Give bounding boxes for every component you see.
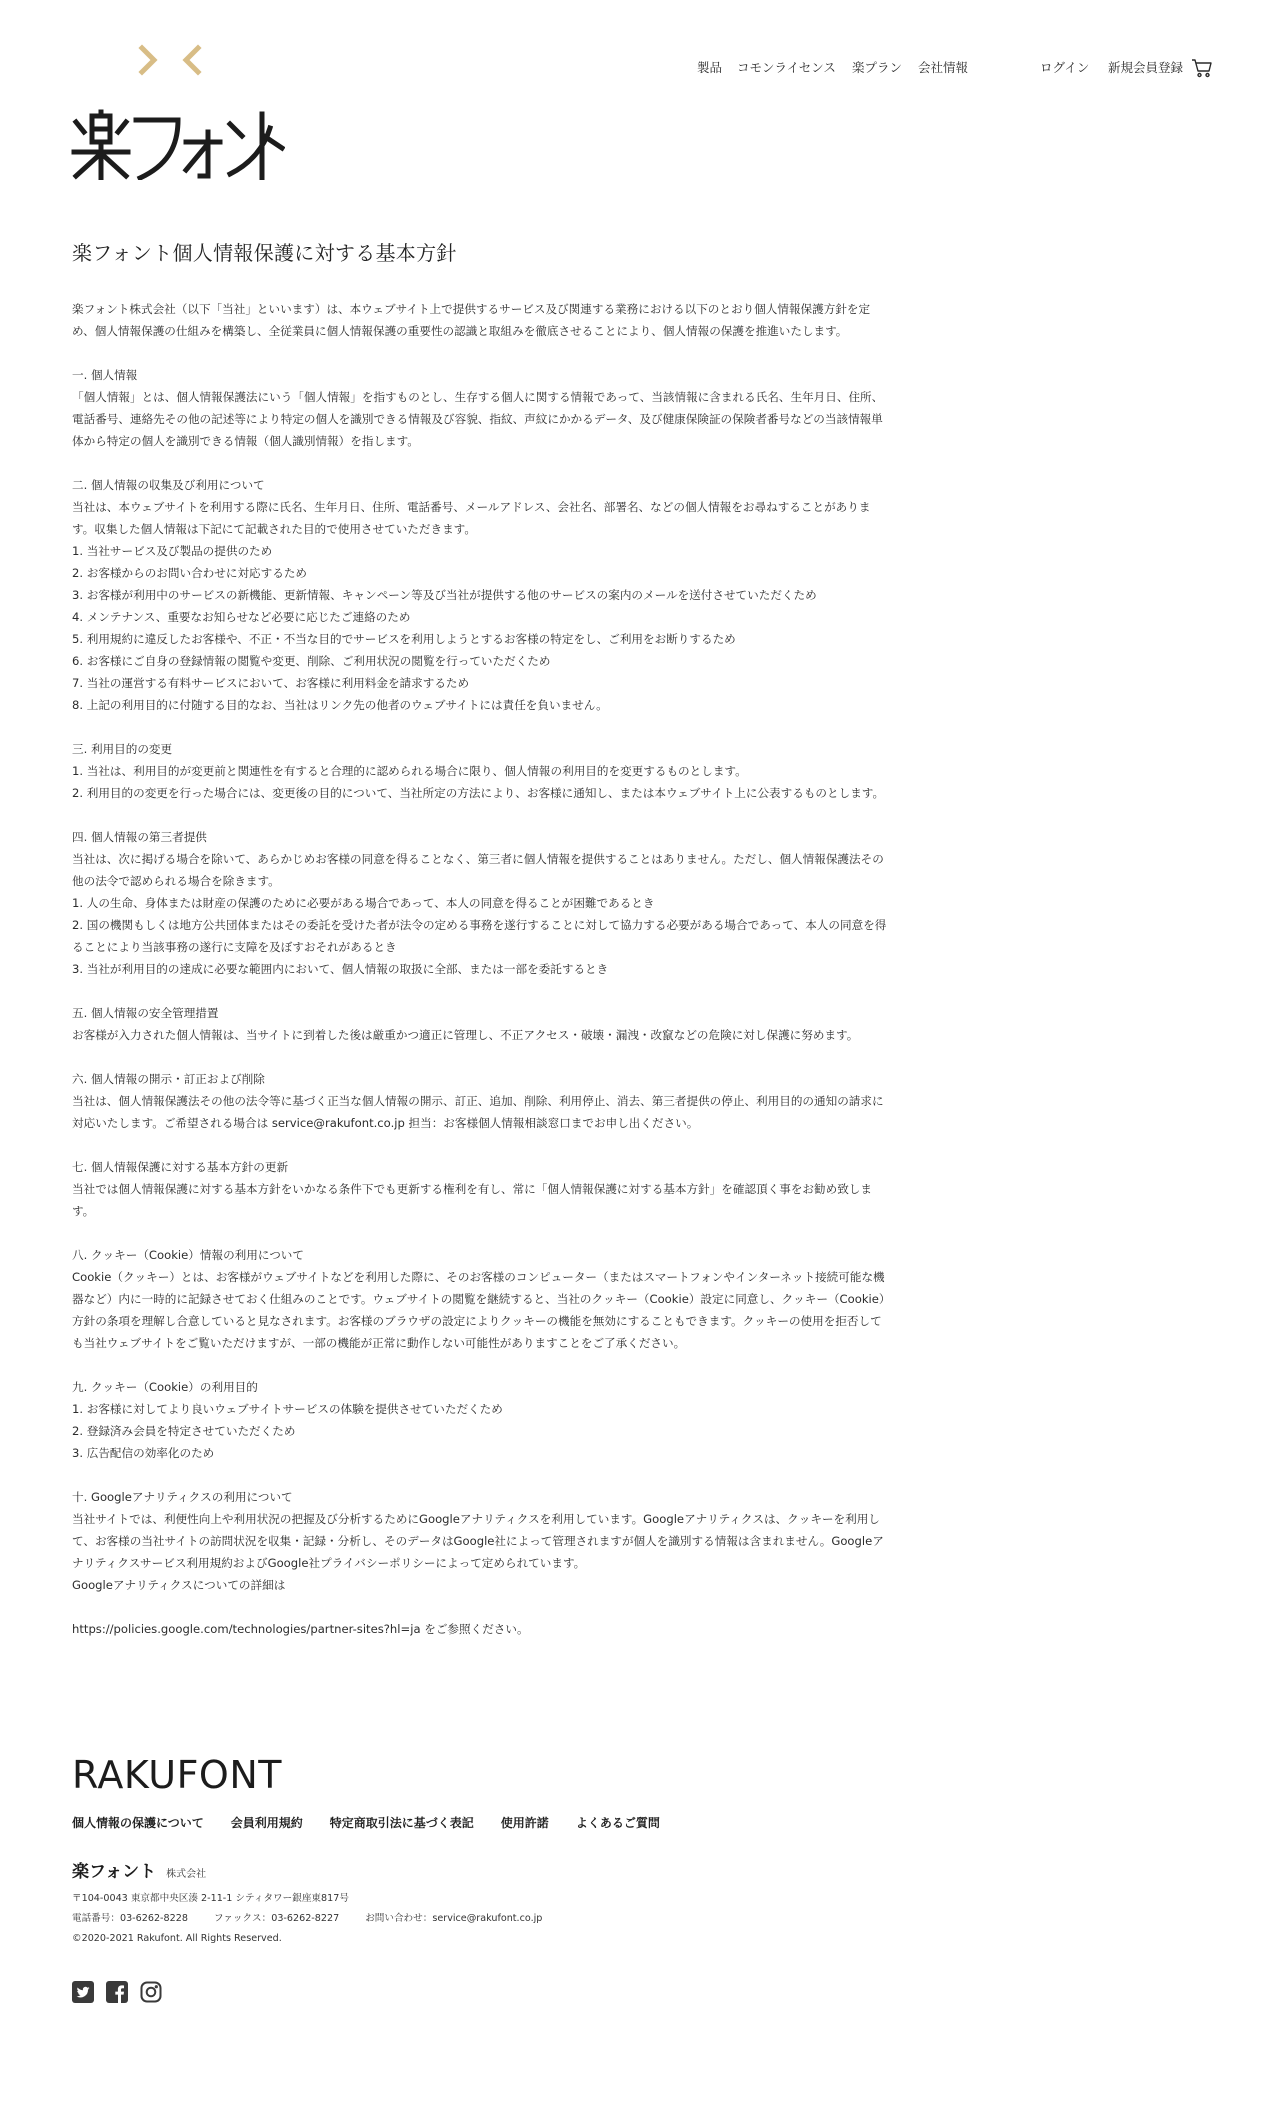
policy-section	[72, 738, 922, 804]
section-body	[72, 496, 922, 716]
footer-brand-logo[interactable]: RAKUFONT	[72, 1753, 282, 1797]
section-line: 方針の条項を理解し合意していると見なされます。お客様のブラウザの設定によりクッキーの機能を無効にすることもできます。クッキーの使用を拒否して	[72, 1314, 882, 1328]
intro-paragraph	[72, 298, 922, 342]
section-line: 1. 当社は、利用目的が変更前と関連性を有すると合理的に認められる場合に限り、個人情報の利用目的を変更するものとします。	[72, 764, 747, 778]
company-suffix: 株式会社	[166, 1869, 207, 1880]
nav-item-raku-plan[interactable]: 楽プラン	[852, 60, 903, 75]
section-line: 3. お客様が利用中のサービスの新機能、更新情報、キャンペーン等及び当社が提供する他のサービスの案内のメールを送付させていただくため	[72, 588, 817, 602]
section-heading: 九. クッキー（Cookie）の利用目的	[72, 1380, 258, 1394]
section-line: 6. お客様にご自身の登録情報の閲覧や変更、削除、ご利用状況の閲覧を行っていただくため	[72, 654, 551, 668]
section-line: 当社は、本ウェブサイトを利用する際に氏名、生年月日、住所、電話番号、メールアドレス、会社名、部署名、などの個人情報をお尋ねすることがありま	[72, 500, 871, 514]
section-heading: 五. 個人情報の安全管理措置	[72, 1006, 219, 1020]
section-line: 1. 当社サービス及び製品の提供のため	[72, 544, 273, 558]
section-line: 2. 利用目的の変更を行った場合には、変更後の目的について、当社所定の方法により、お客様に通知し、または本ウェブサイト上に公表するものとします。	[72, 786, 885, 800]
section-line: 1. お客様に対してより良いウェブサイトサービスの体験を提供させていただくため	[72, 1402, 503, 1416]
social-links	[72, 1981, 1212, 2003]
section-line: Cookie（クッキー）とは、お客様がウェブサイトなどを利用した際に、そのお客様のコンピューター（またはスマートフォンやインターネット接続可能な機	[72, 1270, 885, 1284]
section-line: 器など）内に一時的に記録させておく仕組みのことです。ウェブサイトの閲覧を継続すると、当社のクッキー（Cookie）設定に同意し、クッキー（Cookie）	[72, 1292, 891, 1306]
section-body	[72, 760, 922, 804]
company-inquiry[interactable]: お問い合わせ：service@rakufont.co.jp	[365, 1913, 543, 1924]
section-line: 5. 利用規約に違反したお客様や、不正・不当な目的でサービスを利用しようとするお客様の特定をし、ご利用をお断りするため	[72, 632, 736, 646]
policy-sections	[72, 364, 922, 1596]
section-line: す。	[72, 1204, 95, 1218]
section-line: 2. お客様からのお問い合わせに対応するため	[72, 566, 308, 580]
section-line: ることにより当該事務の遂行に支障を及ぼすおそれがあるとき	[72, 940, 397, 954]
policy-section	[72, 1244, 922, 1354]
section-line: 1. 人の生命、身体または財産の保護のために必要がある場合であって、本人の同意を得ることが困難であるとき	[72, 896, 655, 910]
intro-line: 楽フォント株式会社（以下「当社」といいます）は、本ウェブサイト上で提供するサービス及び関連する業務における以下のとおり個人情報保護方針を定	[72, 302, 871, 316]
section-line: ナリティクスサービス利用規約およびGoogle社プライバシーポリシーによって定められています。	[72, 1556, 586, 1570]
footer-link-terms[interactable]: 会員利用規約	[230, 1816, 303, 1830]
section-heading: 四. 個人情報の第三者提供	[72, 830, 207, 844]
section-line: も当社ウェブサイトをご覧いただけますが、一部の機能が正常に動作しない可能性がありますことをご了承ください。	[72, 1336, 686, 1350]
section-heading: 二. 個人情報の収集及び利用について	[72, 478, 265, 492]
footer	[72, 1752, 1212, 2003]
intro-line: め、個人情報保護の仕組みを構築し、全従業員に個人情報保護の重要性の認識と取組みを徹底させることにより、個人情報の保護を推進いたします。	[72, 324, 848, 338]
policy-section	[72, 1376, 922, 1464]
twitter-icon[interactable]	[72, 1981, 94, 2003]
section-body	[72, 1398, 922, 1464]
section-line: 当社では個人情報保護に対する基本方針をいかなる条件下でも更新する権利を有し、常に「個人情報保護に対する基本方針」を確認頂く事をお勧め致しま	[72, 1182, 872, 1196]
section-heading: 三. 利用目的の変更	[72, 742, 173, 756]
section-line: 2. 登録済み会員を特定させていただくため	[72, 1424, 296, 1438]
section-line: 他の法令で認められる場合を除きます。	[72, 874, 280, 888]
instagram-icon[interactable]	[140, 1981, 162, 2003]
section-body	[72, 1266, 922, 1354]
copyright: ©2020-2021 Rakufont. All Rights Reserved.	[72, 1933, 282, 1944]
facebook-icon[interactable]	[106, 1981, 128, 2003]
company-fax: ファックス：03-6262-8227	[213, 1913, 340, 1924]
policy-section	[72, 1156, 922, 1222]
section-line: 当社は、次に掲げる場合を除いて、あらかじめお客様の同意を得ることなく、第三者に個人情報を提供することはありません。ただし、個人情報保護法その	[72, 852, 884, 866]
policy-section	[72, 474, 922, 716]
policy-section	[72, 826, 922, 980]
policy-section	[72, 1002, 922, 1046]
section-line: 対応いたします。ご希望される場合は service@rakufont.co.jp 担当：お客様個人情報相談窓口までお申し出ください。	[72, 1116, 699, 1130]
section-body	[72, 1178, 922, 1222]
privacy-policy-content	[72, 238, 922, 1640]
section-line: 電話番号、連絡先その他の記述等により特定の個人を識別できる情報及び容貌、指紋、声紋にかかるデータ、及び健康保険証の保険者番号などの当該情報単	[72, 412, 883, 426]
section-heading: 八. クッキー（Cookie）情報の利用について	[72, 1248, 304, 1262]
section-body	[72, 1090, 922, 1134]
company-address: 〒104-0043 東京都中央区湊 2-11-1 シティタワー銀座東817号	[72, 1893, 349, 1904]
nav-item-common-license[interactable]: コモンライセンス	[737, 60, 836, 75]
section-body	[72, 386, 922, 452]
section-line: 「個人情報」とは、個人情報保護法にいう「個人情報」を指すものとし、生存する個人に関する情報であって、当該情報に含まれる氏名、生年月日、住所、	[72, 390, 884, 404]
footer-links	[72, 1814, 1212, 1831]
cart-icon[interactable]	[1191, 58, 1213, 78]
section-line: 3. 当社が利用目的の達成に必要な範囲内において、個人情報の取扱に全部、または一部を委託するとき	[72, 962, 609, 976]
section-heading: 七. 個人情報保護に対する基本方針の更新	[72, 1160, 289, 1174]
policy-section	[72, 1068, 922, 1134]
section-heading: 十. Googleアナリティクスの利用について	[72, 1490, 293, 1504]
nav-item-company-info[interactable]: 会社情報	[918, 60, 969, 75]
company-phone: 電話番号：03-6262-8228	[72, 1913, 188, 1924]
company-contact	[72, 1909, 1212, 1929]
company-name-row	[72, 1857, 1212, 1881]
section-heading: 六. 個人情報の開示・訂正および削除	[72, 1072, 265, 1086]
main-nav	[0, 58, 1284, 78]
section-body	[72, 1024, 922, 1046]
section-body	[72, 1508, 922, 1596]
section-line: 3. 広告配信の効率化のため	[72, 1446, 215, 1460]
section-line: 2. 国の機関もしくは地方公共団体またはその委託を受けた者が法令の定める事務を遂行することに対して協力する必要がある場合であって、本人の同意を得	[72, 918, 887, 932]
google-policy-link[interactable]: https://policies.google.com/technologies/partner-sites?hl=ja をご参照ください。	[72, 1622, 529, 1636]
login-link[interactable]: ログイン	[1040, 60, 1090, 75]
section-heading: 一. 個人情報	[72, 368, 138, 382]
company-name: 楽フォント	[72, 1862, 157, 1882]
section-line: 当社サイトでは、利便性向上や利用状況の把握及び分析するためにGoogleアナリティクスを利用しています。Googleアナリティクスは、クッキーを利用し	[72, 1512, 880, 1526]
footer-link-license[interactable]: 使用許諾	[500, 1816, 549, 1830]
section-line: Googleアナリティクスについての詳細は	[72, 1578, 286, 1592]
register-link[interactable]: 新規会員登録	[1108, 60, 1184, 75]
section-line: 8. 上記の利用目的に付随する目的なお、当社はリンク先の他者のウェブサイトには責任を負いません。	[72, 698, 608, 712]
footer-link-privacy[interactable]: 個人情報の保護について	[72, 1816, 204, 1830]
section-line: す。収集した個人情報は下記にて記載された目的で使用させていただきます。	[72, 522, 476, 536]
section-line: て、お客様の当社サイトの訪問状況を収集・記録・分析し、そのデータはGoogle社によって管理されますが個人を識別する情報は含まれません。Googleア	[72, 1534, 884, 1548]
footer-link-faq[interactable]: よくあるご質問	[575, 1816, 660, 1830]
section-body	[72, 848, 922, 980]
policy-section	[72, 364, 922, 452]
page-title: 楽フォント個人情報保護に対する基本方針	[72, 241, 457, 265]
footer-link-commerce-law[interactable]: 特定商取引法に基づく表記	[329, 1816, 474, 1830]
section-line: お客様が入力された個人情報は、当サイトに到着した後は厳重かつ適正に管理し、不正アクセス・破壊・漏洩・改竄などの危険に対し保護に努めます。	[72, 1028, 859, 1042]
policy-section	[72, 1486, 922, 1596]
section-line: 7. 当社の運営する有料サービスにおいて、お客様に利用料金を請求するため	[72, 676, 470, 690]
section-line: 4. メンテナンス、重要なお知らせなど必要に応じたご連絡のため	[72, 610, 411, 624]
nav-item-products[interactable]: 製品	[697, 60, 723, 75]
section-line: 当社は、個人情報保護法その他の法令等に基づく正当な個人情報の開示、訂正、追加、削除、利用停止、消去、第三者提供の停止、利用目的の通知の請求に	[72, 1094, 884, 1108]
section-line: 体から特定の個人を識別できる情報（個人識別情報）を指します。	[72, 434, 419, 448]
